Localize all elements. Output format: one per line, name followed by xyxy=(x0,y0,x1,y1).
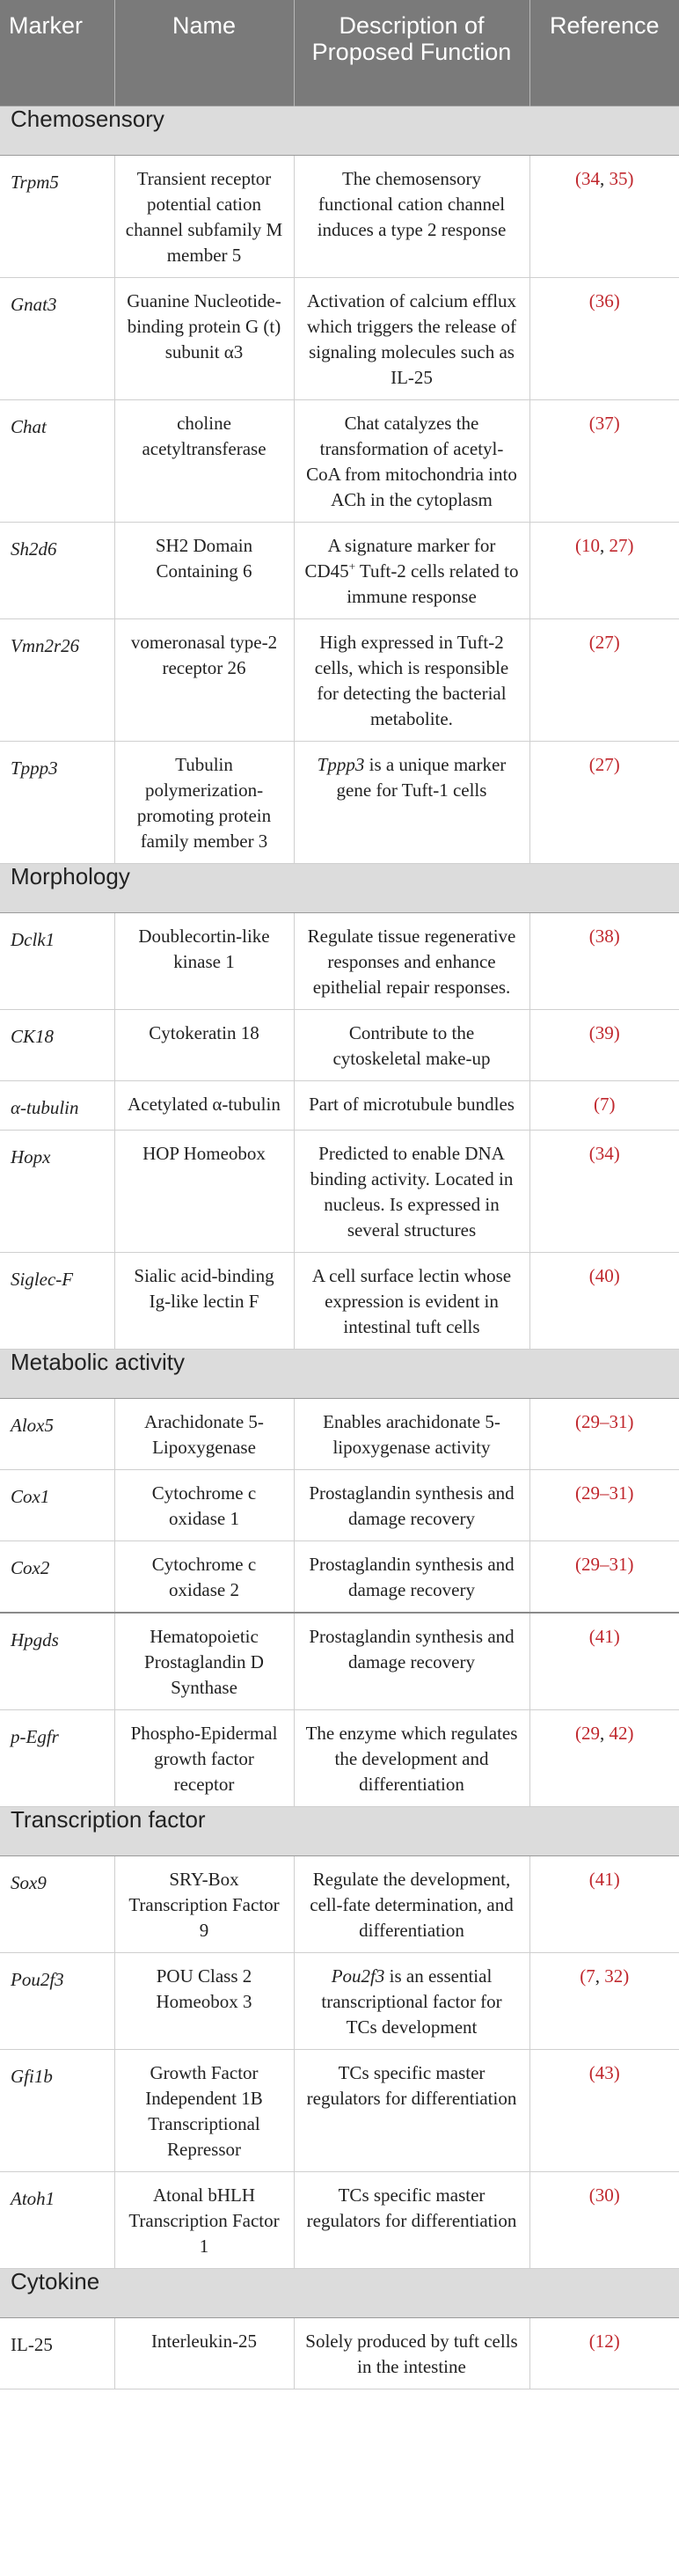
name-cell: Cytochrome c oxidase 1 xyxy=(114,1469,294,1540)
marker-cell: Siglec-F xyxy=(0,1252,114,1349)
reference-cell: (27) xyxy=(529,741,679,863)
marker-cell: Tppp3 xyxy=(0,741,114,863)
header-row xyxy=(0,0,679,106)
section-header-row xyxy=(0,1349,679,1398)
reference-cell: (34, 35) xyxy=(529,155,679,277)
table-row xyxy=(0,1855,679,1952)
description-text: Tuft-2 cells related to immune response xyxy=(347,560,519,607)
section-title: Morphology xyxy=(0,863,679,912)
name-cell: vomeronasal type-2 receptor 26 xyxy=(114,618,294,741)
reference-link[interactable]: 27 xyxy=(609,534,628,556)
name-cell: Cytochrome c oxidase 2 xyxy=(114,1540,294,1613)
table-row xyxy=(0,522,679,618)
name-cell: Interleukin-25 xyxy=(114,2317,294,2389)
name-cell: Tubulin polymerization-promoting protein family member 3 xyxy=(114,741,294,863)
name-cell: Phospho-Epidermal growth factor receptor xyxy=(114,1709,294,1806)
marker-cell: Dclk1 xyxy=(0,912,114,1009)
table-row xyxy=(0,277,679,399)
table-row xyxy=(0,1398,679,1469)
marker-cell: Sox9 xyxy=(0,1855,114,1952)
name-cell: Cytokeratin 18 xyxy=(114,1009,294,1080)
table-row xyxy=(0,2171,679,2268)
section-title: Chemosensory xyxy=(0,106,679,155)
reference-cell: (41) xyxy=(529,1855,679,1952)
reference-cell: (43) xyxy=(529,2049,679,2171)
reference-cell: (38) xyxy=(529,912,679,1009)
description-cell: Contribute to the cytoskeletal make-up xyxy=(294,1009,529,1080)
reference-cell: (41) xyxy=(529,1613,679,1710)
name-cell: Growth Factor Independent 1B Transcriptional Repressor xyxy=(114,2049,294,2171)
section-header-row xyxy=(0,1806,679,1855)
reference-link[interactable]: 29 xyxy=(581,1722,600,1744)
name-cell: choline acetyltransferase xyxy=(114,399,294,522)
marker-cell: Sh2d6 xyxy=(0,522,114,618)
name-cell: Doublecortin-like kinase 1 xyxy=(114,912,294,1009)
name-cell: SRY-Box Transcription Factor 9 xyxy=(114,1855,294,1952)
reference-link[interactable]: 35 xyxy=(609,167,628,189)
description-text: is an essential transcriptional factor for TCs development xyxy=(321,1965,502,2038)
description-cell xyxy=(294,1952,529,2049)
table-row xyxy=(0,2049,679,2171)
reference-link[interactable]: 30 xyxy=(595,2184,614,2206)
reference-separator: , xyxy=(600,1722,610,1744)
reference-link[interactable]: 41 xyxy=(595,1868,614,1890)
name-cell: SH2 Domain Containing 6 xyxy=(114,522,294,618)
description-cell: Prostaglandin synthesis and damage recovery xyxy=(294,1469,529,1540)
marker-cell: Cox1 xyxy=(0,1469,114,1540)
description-cell: Activation of calcium efflux which triggers the release of signaling molecules such as IL-25 xyxy=(294,277,529,399)
marker-cell: Hpgds xyxy=(0,1613,114,1710)
description-cell: High expressed in Tuft-2 cells, which is responsible for detecting the bacterial metabolite. xyxy=(294,618,529,741)
reference-link[interactable]: 40 xyxy=(595,1264,614,1286)
reference-link[interactable]: 42 xyxy=(609,1722,628,1744)
table-row xyxy=(0,399,679,522)
reference-link[interactable]: 36 xyxy=(595,289,614,311)
reference-cell: (12) xyxy=(529,2317,679,2389)
reference-link[interactable]: 7 xyxy=(600,1093,610,1115)
description-cell: Part of microtubule bundles xyxy=(294,1080,529,1130)
reference-link[interactable]: 39 xyxy=(595,1021,614,1043)
reference-cell: (29, 42) xyxy=(529,1709,679,1806)
reference-link[interactable]: 34 xyxy=(581,167,600,189)
table-row xyxy=(0,1252,679,1349)
reference-separator: , xyxy=(600,167,610,189)
section-title: Cytokine xyxy=(0,2268,679,2317)
table-row xyxy=(0,2317,679,2389)
description-cell: Regulate the development, cell-fate determination, and differentiation xyxy=(294,1855,529,1952)
section-title: Transcription factor xyxy=(0,1806,679,1855)
description-superscript: + xyxy=(348,559,356,573)
table-row xyxy=(0,1469,679,1540)
table-row xyxy=(0,1130,679,1252)
section-header-row xyxy=(0,863,679,912)
description-cell: Enables arachidonate 5-lipoxygenase activity xyxy=(294,1398,529,1469)
description-cell: Prostaglandin synthesis and damage recovery xyxy=(294,1613,529,1710)
name-cell: Arachidonate 5-Lipoxygenase xyxy=(114,1398,294,1469)
table-row xyxy=(0,1613,679,1710)
marker-cell: Gfi1b xyxy=(0,2049,114,2171)
section-header-row xyxy=(0,106,679,155)
reference-cell: (36) xyxy=(529,277,679,399)
description-cell: Prostaglandin synthesis and damage recovery xyxy=(294,1540,529,1613)
reference-link[interactable]: 29–31 xyxy=(581,1410,628,1432)
marker-cell: IL-25 xyxy=(0,2317,114,2389)
marker-cell: p-Egfr xyxy=(0,1709,114,1806)
description-cell: Predicted to enable DNA binding activity. Located in nucleus. Is expressed in several structures xyxy=(294,1130,529,1252)
name-cell: POU Class 2 Homeobox 3 xyxy=(114,1952,294,2049)
marker-cell: Trpm5 xyxy=(0,155,114,277)
reference-cell: (29–31) xyxy=(529,1398,679,1469)
name-cell: Sialic acid-binding Ig-like lectin F xyxy=(114,1252,294,1349)
name-cell: Guanine Nucleotide-binding protein G (t) subunit α3 xyxy=(114,277,294,399)
reference-separator: , xyxy=(600,534,610,556)
reference-link[interactable]: 29–31 xyxy=(581,1482,628,1504)
marker-cell: Cox2 xyxy=(0,1540,114,1613)
marker-cell: Gnat3 xyxy=(0,277,114,399)
reference-cell: (37) xyxy=(529,399,679,522)
description-cell: Chat catalyzes the transformation of acetyl-CoA from mitochondria into ACh in the cytoplasm xyxy=(294,399,529,522)
marker-cell: α-tubulin xyxy=(0,1080,114,1130)
description-cell: A cell surface lectin whose expression is evident in intestinal tuft cells xyxy=(294,1252,529,1349)
description-text: is a unique marker gene for Tuft-1 cells xyxy=(336,753,507,801)
reference-cell: (7) xyxy=(529,1080,679,1130)
table-row xyxy=(0,1080,679,1130)
table-row xyxy=(0,1709,679,1806)
reference-link[interactable]: 38 xyxy=(595,925,614,947)
name-cell: Acetylated α-tubulin xyxy=(114,1080,294,1130)
reference-link[interactable]: 10 xyxy=(581,534,600,556)
table-row xyxy=(0,1540,679,1613)
marker-cell: Atoh1 xyxy=(0,2171,114,2268)
marker-cell: Alox5 xyxy=(0,1398,114,1469)
name-cell: Atonal bHLH Transcription Factor 1 xyxy=(114,2171,294,2268)
reference-separator: , xyxy=(595,1965,605,1987)
table-row xyxy=(0,1009,679,1080)
description-cell: Regulate tissue regenerative responses and enhance epithelial repair responses. xyxy=(294,912,529,1009)
header-name: Name xyxy=(114,0,294,106)
name-cell: HOP Homeobox xyxy=(114,1130,294,1252)
marker-cell: Pou2f3 xyxy=(0,1952,114,2049)
reference-link[interactable]: 12 xyxy=(595,2330,614,2352)
name-cell: Transient receptor potential cation channel subfamily M member 5 xyxy=(114,155,294,277)
reference-cell: (29–31) xyxy=(529,1469,679,1540)
marker-cell: Vmn2r26 xyxy=(0,618,114,741)
table-row xyxy=(0,912,679,1009)
section-header-row xyxy=(0,2268,679,2317)
header-marker: Marker xyxy=(0,0,114,106)
description-cell: The chemosensory functional cation channel induces a type 2 response xyxy=(294,155,529,277)
reference-link[interactable]: 7 xyxy=(586,1965,595,1987)
description-italic: Tppp3 xyxy=(317,753,365,775)
reference-cell: (30) xyxy=(529,2171,679,2268)
table-row xyxy=(0,155,679,277)
marker-cell: Chat xyxy=(0,399,114,522)
reference-link[interactable]: 27 xyxy=(595,753,614,775)
table-row xyxy=(0,618,679,741)
header-description: Description of Proposed Function xyxy=(294,0,529,106)
table-row xyxy=(0,741,679,863)
description-cell: TCs specific master regulators for differentiation xyxy=(294,2171,529,2268)
reference-cell: (34) xyxy=(529,1130,679,1252)
reference-cell: (39) xyxy=(529,1009,679,1080)
description-italic: Pou2f3 xyxy=(331,1965,385,1987)
header-reference: Reference xyxy=(529,0,679,106)
reference-cell: (27) xyxy=(529,618,679,741)
table-row xyxy=(0,1952,679,2049)
section-title: Metabolic activity xyxy=(0,1349,679,1398)
description-text: A signature marker for CD45 xyxy=(304,534,496,582)
reference-link[interactable]: 41 xyxy=(595,1625,614,1647)
name-cell: Hematopoietic Prostaglandin D Synthase xyxy=(114,1613,294,1710)
reference-link[interactable]: 32 xyxy=(604,1965,624,1987)
reference-cell: (7, 32) xyxy=(529,1952,679,2049)
marker-cell: CK18 xyxy=(0,1009,114,1080)
description-cell: Solely produced by tuft cells in the intestine xyxy=(294,2317,529,2389)
reference-link[interactable]: 37 xyxy=(595,412,614,434)
marker-cell: Hopx xyxy=(0,1130,114,1252)
reference-link[interactable]: 43 xyxy=(595,2061,614,2083)
reference-link[interactable]: 29–31 xyxy=(581,1553,628,1575)
description-cell xyxy=(294,522,529,618)
reference-cell: (29–31) xyxy=(529,1540,679,1613)
description-cell: TCs specific master regulators for differentiation xyxy=(294,2049,529,2171)
reference-cell: (10, 27) xyxy=(529,522,679,618)
description-cell: The enzyme which regulates the development and differentiation xyxy=(294,1709,529,1806)
table-body xyxy=(0,106,679,2389)
reference-link[interactable]: 27 xyxy=(595,631,614,653)
reference-cell: (40) xyxy=(529,1252,679,1349)
description-cell xyxy=(294,741,529,863)
reference-link[interactable]: 34 xyxy=(595,1142,614,1164)
